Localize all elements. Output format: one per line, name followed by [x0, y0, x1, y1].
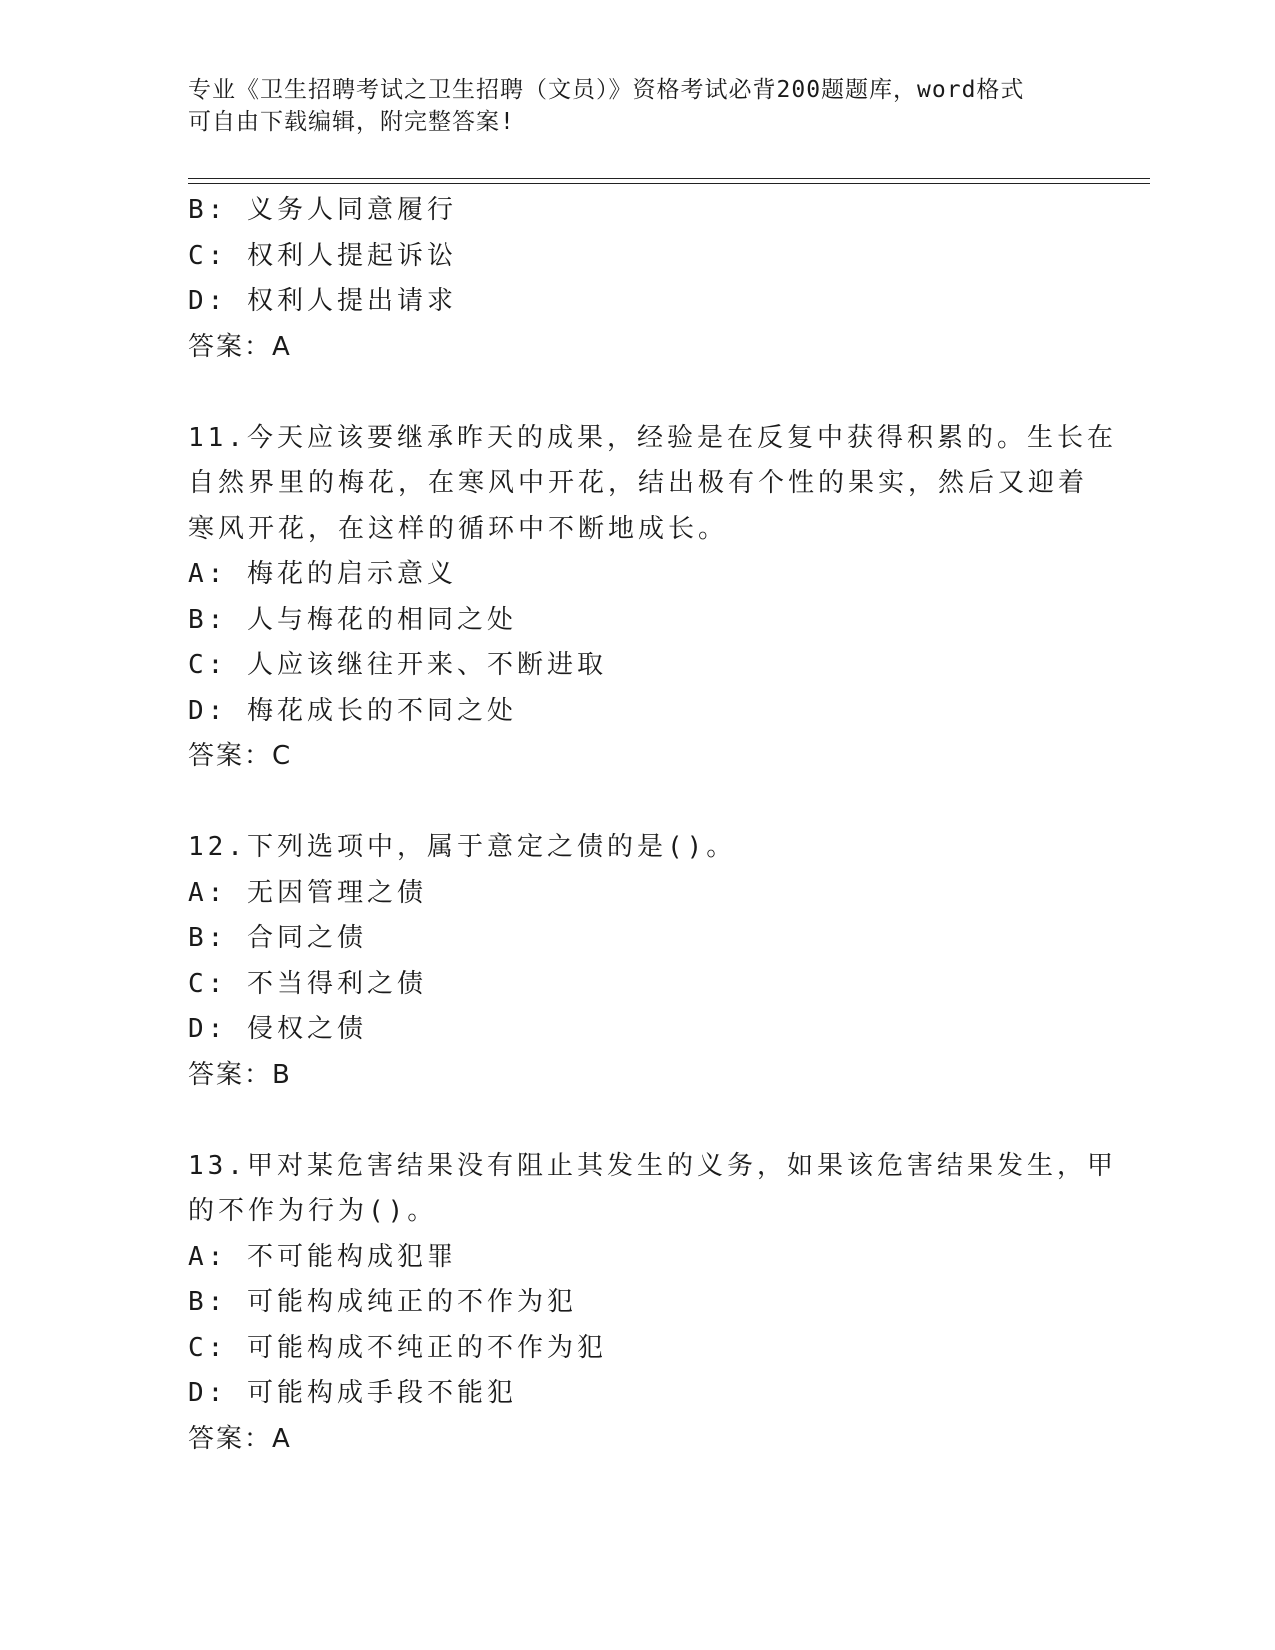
question-stem: [188, 416, 1117, 553]
option-c: C: 人应该继往开来、不断进取: [188, 650, 607, 680]
document-header: [188, 74, 1088, 138]
option-d: D: 梅花成长的不同之处: [188, 695, 517, 726]
stem-line: 12.下列选项中，属于意定之债的是()。: [188, 832, 737, 862]
answer: 答案：C: [188, 741, 293, 771]
stem-line: 自然界里的梅花，在寒风中开花，结出极有个性的果实，然后又迎着: [188, 468, 1089, 498]
option-d: D: 侵权之债: [188, 1014, 367, 1044]
option-a: A: 无因管理之债: [188, 877, 427, 908]
header-line-2: 可自由下载编辑，附完整答案!: [188, 109, 515, 135]
stem-line: 13.甲对某危害结果没有阻止其发生的义务，如果该危害结果发生，甲: [188, 1150, 1117, 1181]
spacer: [188, 370, 1088, 416]
option-d: D: 权利人提出请求: [188, 286, 457, 316]
option-c: C: 不当得利之债: [188, 968, 427, 999]
header-divider-bottom: [188, 183, 1150, 184]
question-12: [188, 825, 1088, 1098]
question-stem: [188, 1144, 1117, 1235]
option-b: B: 义务人同意履行: [188, 195, 457, 225]
stem-line: 11.今天应该要继承昨天的成果，经验是在反复中获得积累的。生长在: [188, 422, 1117, 453]
header-divider-top: [188, 178, 1150, 179]
option-c: C: 权利人提起诉讼: [188, 240, 457, 271]
option-d: D: 可能构成手段不能犯: [188, 1378, 517, 1408]
header-line-1: 专业《卫生招聘考试之卫生招聘（文员）》资格考试必背200题题库，word格式: [188, 77, 1025, 103]
option-b: B: 可能构成纯正的不作为犯: [188, 1287, 577, 1317]
option-a: A: 梅花的启示意义: [188, 559, 457, 589]
option-b: B: 合同之债: [188, 923, 367, 953]
option-b: B: 人与梅花的相同之处: [188, 604, 517, 635]
answer: 答案：A: [188, 1423, 292, 1454]
option-c: C: 可能构成不纯正的不作为犯: [188, 1332, 607, 1363]
spacer: [188, 1098, 1088, 1144]
option-a: A: 不可能构成犯罪: [188, 1241, 457, 1272]
question-stem: [188, 825, 1088, 871]
spacer: [188, 780, 1088, 826]
question-13: [188, 1144, 1117, 1463]
question-11: [188, 416, 1117, 780]
question-list: [188, 188, 1117, 1462]
stem-line: 寒风开花，在这样的循环中不断地成长。: [188, 513, 729, 544]
answer: 答案：B: [188, 1059, 292, 1090]
question-10-continued: [188, 188, 1088, 370]
stem-line: 的不作为行为()。: [188, 1196, 438, 1226]
answer: 答案：A: [188, 331, 292, 362]
